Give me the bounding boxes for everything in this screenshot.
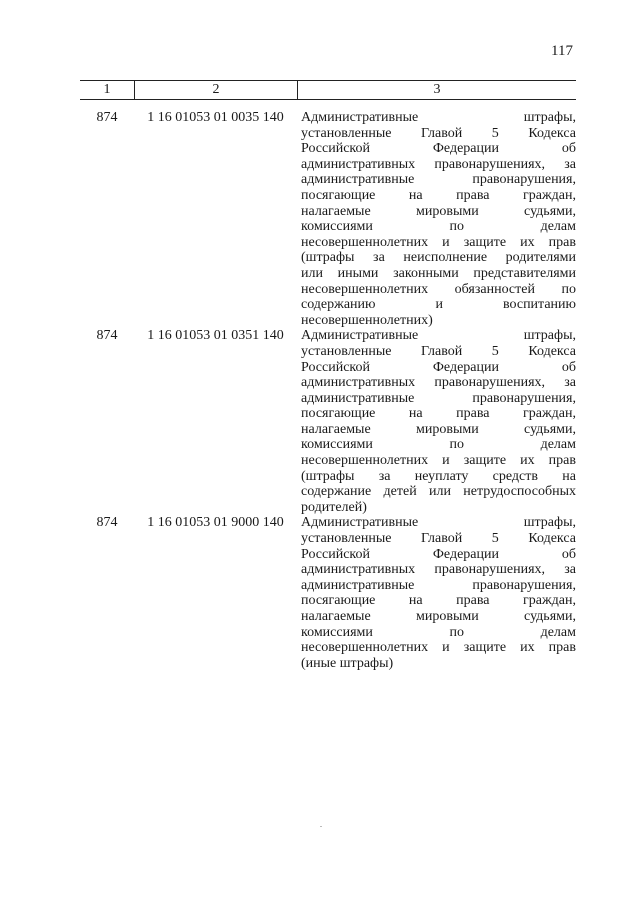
- description-line: налагаемые мировыми судьями,: [301, 203, 576, 219]
- table-row: [80, 328, 576, 515]
- description-line: административных правонарушениях, за: [301, 562, 576, 578]
- description-line: административные правонарушения,: [301, 390, 576, 406]
- admin-code-cell: 874: [96, 110, 118, 125]
- description-line: административные правонарушения,: [301, 577, 576, 593]
- description-line: содержанию и воспитанию: [301, 297, 576, 313]
- page-number: 117: [551, 43, 573, 59]
- description-cell: [297, 515, 576, 671]
- description-line: административных правонарушениях, за: [301, 156, 576, 172]
- description-line: или иными законными представителями: [301, 265, 576, 281]
- description-line: налагаемые мировыми судьями,: [301, 421, 576, 437]
- description-line: комиссиями по делам: [301, 437, 576, 453]
- table-row: [80, 110, 576, 328]
- scan-speck: [320, 826, 322, 827]
- description-line: несовершеннолетних обязанностей по: [301, 281, 576, 297]
- description-line: установленные Главой 5 Кодекса: [301, 125, 576, 141]
- table-row: [80, 515, 576, 671]
- description-line: посягающие на права граждан,: [301, 187, 576, 203]
- description-line: налагаемые мировыми судьями,: [301, 609, 576, 624]
- admin-code-cell: 874: [96, 328, 118, 344]
- header-column-1: 1: [103, 82, 111, 97]
- description-line: посягающие на права граждан,: [301, 406, 576, 422]
- description-line: административные правонарушения,: [301, 172, 576, 188]
- header-column-3: 3: [297, 81, 576, 99]
- description-cell: [297, 328, 576, 515]
- description-line: комиссиями по делам: [301, 624, 576, 640]
- header-column-2: 2: [134, 81, 297, 99]
- classification-code-cell: 1 16 01053 01 9000 140: [147, 515, 284, 531]
- description-line: Российской Федерации об: [301, 359, 576, 375]
- description-line: родителей): [301, 499, 367, 515]
- table-body: [80, 110, 576, 671]
- description-line: (штрафы за неисполнение родителями: [301, 250, 576, 266]
- description-line: Административные штрафы,: [301, 515, 576, 531]
- classification-code-cell: 1 16 01053 01 0035 140: [147, 110, 284, 125]
- description-line: (иные штрафы): [301, 655, 394, 671]
- description-line: посягающие на права граждан,: [301, 593, 576, 609]
- table-header: [80, 80, 576, 100]
- description-line: установленные Главой 5 Кодекса: [301, 531, 576, 547]
- classification-code-cell: 1 16 01053 01 0351 140: [147, 328, 284, 344]
- description-line: установленные Главой 5 Кодекса: [301, 343, 576, 359]
- description-line: несовершеннолетних и защите их прав: [301, 640, 576, 656]
- description-line: несовершеннолетних и защите их прав: [301, 234, 576, 250]
- description-line: несовершеннолетних): [301, 312, 433, 328]
- description-line: комиссиями по делам: [301, 219, 576, 235]
- description-line: административных правонарушениях, за: [301, 375, 576, 391]
- description-line: несовершеннолетних и защите их прав: [301, 453, 576, 469]
- description-cell: [297, 110, 576, 328]
- description-line: Административные штрафы,: [301, 328, 576, 344]
- admin-code-cell: 874: [96, 515, 118, 531]
- description-line: Административные штрафы,: [301, 110, 576, 125]
- description-line: Российской Федерации об: [301, 141, 576, 157]
- description-line: содержание детей или нетрудоспособных: [301, 484, 576, 500]
- description-line: (штрафы за неуплату средств на: [301, 468, 576, 484]
- description-line: Российской Федерации об: [301, 546, 576, 562]
